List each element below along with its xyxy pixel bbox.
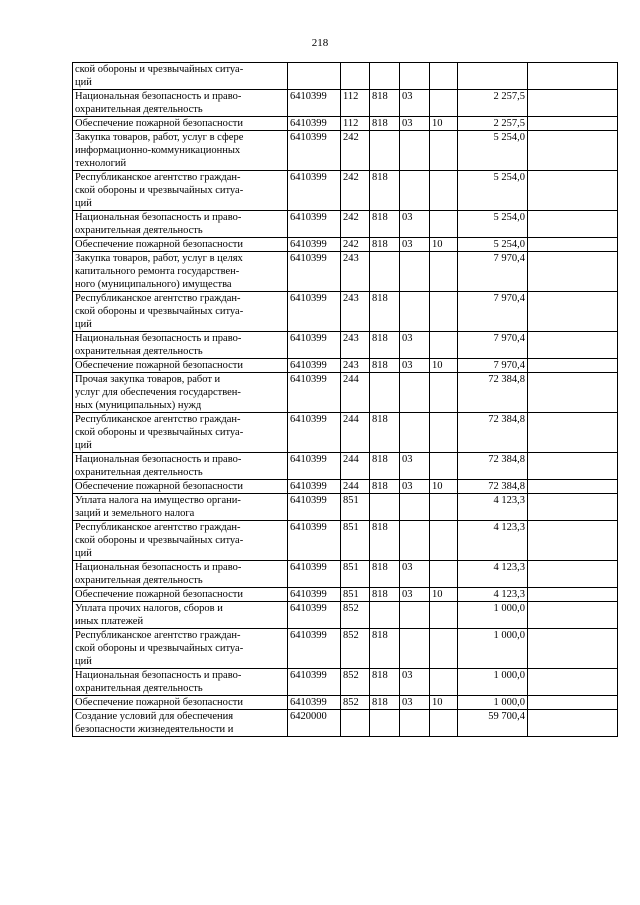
amount-cell: 72 384,8	[458, 480, 528, 494]
amount-cell: 72 384,8	[458, 453, 528, 480]
table-row	[73, 238, 618, 252]
extra-amount-cell	[528, 359, 618, 373]
section-cell	[400, 171, 430, 211]
agency-code-cell: 818	[370, 696, 400, 710]
section-cell: 03	[400, 238, 430, 252]
row-name-cell: Обеспечение пожарной безопасности	[73, 480, 288, 494]
expense-type-cell: 244	[341, 480, 370, 494]
csr-code-cell	[288, 63, 341, 90]
subsection-cell	[430, 292, 458, 332]
csr-code-cell: 6410399	[288, 413, 341, 453]
extra-amount-cell	[528, 453, 618, 480]
csr-code-cell: 6410399	[288, 696, 341, 710]
expense-type-cell: 242	[341, 131, 370, 171]
expense-type-cell: 851	[341, 588, 370, 602]
expense-type-cell: 242	[341, 171, 370, 211]
agency-code-cell: 818	[370, 521, 400, 561]
expense-type-cell: 242	[341, 211, 370, 238]
expense-type-cell: 244	[341, 453, 370, 480]
table-row	[73, 480, 618, 494]
table-row	[73, 171, 618, 211]
row-name-cell: ской обороны и чрезвычайных ситуа- ций	[73, 63, 288, 90]
extra-amount-cell	[528, 413, 618, 453]
subsection-cell	[430, 90, 458, 117]
agency-code-cell	[370, 710, 400, 737]
extra-amount-cell	[528, 90, 618, 117]
expense-type-cell: 851	[341, 561, 370, 588]
agency-code-cell	[370, 373, 400, 413]
extra-amount-cell	[528, 494, 618, 521]
amount-cell: 7 970,4	[458, 252, 528, 292]
expense-type-cell: 243	[341, 332, 370, 359]
csr-code-cell: 6410399	[288, 588, 341, 602]
section-cell	[400, 252, 430, 292]
csr-code-cell: 6410399	[288, 359, 341, 373]
table-row	[73, 669, 618, 696]
csr-code-cell: 6410399	[288, 669, 341, 696]
subsection-cell	[430, 252, 458, 292]
expense-type-cell: 242	[341, 238, 370, 252]
amount-cell: 72 384,8	[458, 373, 528, 413]
table-row	[73, 252, 618, 292]
amount-cell: 4 123,3	[458, 588, 528, 602]
agency-code-cell: 818	[370, 561, 400, 588]
csr-code-cell: 6410399	[288, 292, 341, 332]
row-name-cell: Республиканское агентство граждан- ской обороны и чрезвычайных ситуа- ций	[73, 521, 288, 561]
section-cell	[400, 373, 430, 413]
row-name-cell: Закупка товаров, работ, услуг в сфере информационно-коммуникационных технологий	[73, 131, 288, 171]
agency-code-cell: 818	[370, 480, 400, 494]
agency-code-cell	[370, 494, 400, 521]
expense-type-cell: 244	[341, 373, 370, 413]
subsection-cell: 10	[430, 238, 458, 252]
subsection-cell	[430, 669, 458, 696]
table-row	[73, 629, 618, 669]
extra-amount-cell	[528, 669, 618, 696]
subsection-cell: 10	[430, 588, 458, 602]
extra-amount-cell	[528, 588, 618, 602]
subsection-cell	[430, 373, 458, 413]
section-cell: 03	[400, 211, 430, 238]
section-cell: 03	[400, 669, 430, 696]
expense-type-cell: 852	[341, 669, 370, 696]
agency-code-cell	[370, 131, 400, 171]
row-name-cell: Республиканское агентство граждан- ской обороны и чрезвычайных ситуа- ций	[73, 413, 288, 453]
amount-cell: 1 000,0	[458, 696, 528, 710]
expense-type-cell	[341, 710, 370, 737]
csr-code-cell: 6410399	[288, 453, 341, 480]
amount-cell: 4 123,3	[458, 561, 528, 588]
extra-amount-cell	[528, 602, 618, 629]
subsection-cell	[430, 211, 458, 238]
table-row	[73, 710, 618, 737]
section-cell: 03	[400, 90, 430, 117]
extra-amount-cell	[528, 521, 618, 561]
subsection-cell	[430, 63, 458, 90]
extra-amount-cell	[528, 710, 618, 737]
agency-code-cell: 818	[370, 359, 400, 373]
agency-code-cell: 818	[370, 588, 400, 602]
table-row	[73, 413, 618, 453]
section-cell: 03	[400, 588, 430, 602]
row-name-cell: Республиканское агентство граждан- ской обороны и чрезвычайных ситуа- ций	[73, 629, 288, 669]
table-row	[73, 453, 618, 480]
csr-code-cell: 6410399	[288, 131, 341, 171]
subsection-cell	[430, 494, 458, 521]
agency-code-cell: 818	[370, 332, 400, 359]
expense-type-cell	[341, 63, 370, 90]
expense-type-cell: 112	[341, 90, 370, 117]
row-name-cell: Обеспечение пожарной безопасности	[73, 238, 288, 252]
agency-code-cell: 818	[370, 292, 400, 332]
section-cell	[400, 521, 430, 561]
extra-amount-cell	[528, 696, 618, 710]
extra-amount-cell	[528, 117, 618, 131]
expense-type-cell: 243	[341, 292, 370, 332]
amount-cell: 1 000,0	[458, 629, 528, 669]
amount-cell: 7 970,4	[458, 332, 528, 359]
table-row	[73, 373, 618, 413]
agency-code-cell	[370, 252, 400, 292]
agency-code-cell: 818	[370, 238, 400, 252]
expense-type-cell: 112	[341, 117, 370, 131]
amount-cell: 7 970,4	[458, 359, 528, 373]
amount-cell: 2 257,5	[458, 90, 528, 117]
table-row	[73, 131, 618, 171]
table-row	[73, 561, 618, 588]
subsection-cell: 10	[430, 696, 458, 710]
agency-code-cell: 818	[370, 413, 400, 453]
amount-cell: 2 257,5	[458, 117, 528, 131]
agency-code-cell: 818	[370, 669, 400, 696]
expense-type-cell: 243	[341, 252, 370, 292]
subsection-cell	[430, 131, 458, 171]
row-name-cell: Национальная безопасность и право- охранительная деятельность	[73, 211, 288, 238]
agency-code-cell	[370, 602, 400, 629]
section-cell	[400, 494, 430, 521]
extra-amount-cell	[528, 63, 618, 90]
csr-code-cell: 6410399	[288, 602, 341, 629]
subsection-cell	[430, 521, 458, 561]
row-name-cell: Обеспечение пожарной безопасности	[73, 696, 288, 710]
subsection-cell	[430, 332, 458, 359]
extra-amount-cell	[528, 332, 618, 359]
table-row	[73, 117, 618, 131]
csr-code-cell: 6410399	[288, 238, 341, 252]
amount-cell: 4 123,3	[458, 494, 528, 521]
section-cell	[400, 413, 430, 453]
section-cell: 03	[400, 453, 430, 480]
subsection-cell: 10	[430, 117, 458, 131]
table-row	[73, 63, 618, 90]
csr-code-cell: 6410399	[288, 90, 341, 117]
row-name-cell: Республиканское агентство граждан- ской обороны и чрезвычайных ситуа- ций	[73, 292, 288, 332]
amount-cell: 72 384,8	[458, 413, 528, 453]
amount-cell: 5 254,0	[458, 238, 528, 252]
section-cell	[400, 602, 430, 629]
subsection-cell	[430, 629, 458, 669]
agency-code-cell: 818	[370, 629, 400, 669]
extra-amount-cell	[528, 171, 618, 211]
row-name-cell: Закупка товаров, работ, услуг в целях капитального ремонта государствен- ного (муниципального) имущества	[73, 252, 288, 292]
amount-cell	[458, 63, 528, 90]
agency-code-cell	[370, 63, 400, 90]
csr-code-cell: 6410399	[288, 494, 341, 521]
section-cell: 03	[400, 332, 430, 359]
agency-code-cell: 818	[370, 211, 400, 238]
expense-type-cell: 852	[341, 696, 370, 710]
row-name-cell: Уплата налога на имущество органи- заций и земельного налога	[73, 494, 288, 521]
section-cell	[400, 629, 430, 669]
amount-cell: 5 254,0	[458, 171, 528, 211]
row-name-cell: Национальная безопасность и право- охранительная деятельность	[73, 332, 288, 359]
table-row	[73, 521, 618, 561]
row-name-cell: Обеспечение пожарной безопасности	[73, 359, 288, 373]
csr-code-cell: 6410399	[288, 211, 341, 238]
table-row	[73, 494, 618, 521]
subsection-cell: 10	[430, 480, 458, 494]
expense-type-cell: 852	[341, 629, 370, 669]
section-cell	[400, 292, 430, 332]
table-row	[73, 359, 618, 373]
row-name-cell: Обеспечение пожарной безопасности	[73, 588, 288, 602]
row-name-cell: Национальная безопасность и право- охранительная деятельность	[73, 561, 288, 588]
extra-amount-cell	[528, 480, 618, 494]
expense-type-cell: 244	[341, 413, 370, 453]
subsection-cell	[430, 171, 458, 211]
csr-code-cell: 6410399	[288, 480, 341, 494]
extra-amount-cell	[528, 131, 618, 171]
subsection-cell	[430, 602, 458, 629]
subsection-cell	[430, 710, 458, 737]
csr-code-cell: 6410399	[288, 171, 341, 211]
section-cell: 03	[400, 359, 430, 373]
expense-type-cell: 851	[341, 521, 370, 561]
row-name-cell: Национальная безопасность и право- охранительная деятельность	[73, 90, 288, 117]
row-name-cell: Обеспечение пожарной безопасности	[73, 117, 288, 131]
subsection-cell	[430, 413, 458, 453]
extra-amount-cell	[528, 238, 618, 252]
section-cell	[400, 63, 430, 90]
row-name-cell: Национальная безопасность и право- охранительная деятельность	[73, 453, 288, 480]
csr-code-cell: 6410399	[288, 252, 341, 292]
table-row	[73, 90, 618, 117]
extra-amount-cell	[528, 292, 618, 332]
page-number: 218	[311, 37, 329, 49]
amount-cell: 4 123,3	[458, 521, 528, 561]
extra-amount-cell	[528, 252, 618, 292]
section-cell: 03	[400, 480, 430, 494]
section-cell: 03	[400, 561, 430, 588]
expense-type-cell: 851	[341, 494, 370, 521]
csr-code-cell: 6410399	[288, 561, 341, 588]
agency-code-cell: 818	[370, 171, 400, 211]
section-cell	[400, 131, 430, 171]
subsection-cell: 10	[430, 359, 458, 373]
row-name-cell: Республиканское агентство граждан- ской обороны и чрезвычайных ситуа- ций	[73, 171, 288, 211]
extra-amount-cell	[528, 373, 618, 413]
amount-cell: 7 970,4	[458, 292, 528, 332]
row-name-cell: Национальная безопасность и право- охранительная деятельность	[73, 669, 288, 696]
budget-table	[72, 62, 618, 737]
section-cell: 03	[400, 696, 430, 710]
csr-code-cell: 6410399	[288, 629, 341, 669]
subsection-cell	[430, 561, 458, 588]
csr-code-cell: 6410399	[288, 521, 341, 561]
table-row	[73, 696, 618, 710]
row-name-cell: Прочая закупка товаров, работ и услуг для обеспечения государствен- ных (муниципальных) нужд	[73, 373, 288, 413]
csr-code-cell: 6410399	[288, 373, 341, 413]
amount-cell: 5 254,0	[458, 131, 528, 171]
csr-code-cell: 6410399	[288, 332, 341, 359]
amount-cell: 59 700,4	[458, 710, 528, 737]
agency-code-cell: 818	[370, 117, 400, 131]
table-row	[73, 588, 618, 602]
table-row	[73, 332, 618, 359]
section-cell: 03	[400, 117, 430, 131]
amount-cell: 1 000,0	[458, 602, 528, 629]
row-name-cell: Создание условий для обеспечения безопасности жизнедеятельности и	[73, 710, 288, 737]
extra-amount-cell	[528, 629, 618, 669]
extra-amount-cell	[528, 561, 618, 588]
table-row	[73, 211, 618, 238]
csr-code-cell: 6410399	[288, 117, 341, 131]
row-name-cell: Уплата прочих налогов, сборов и иных платежей	[73, 602, 288, 629]
budget-table-body	[73, 63, 618, 737]
agency-code-cell: 818	[370, 90, 400, 117]
amount-cell: 5 254,0	[458, 211, 528, 238]
section-cell	[400, 710, 430, 737]
expense-type-cell: 243	[341, 359, 370, 373]
subsection-cell	[430, 453, 458, 480]
agency-code-cell: 818	[370, 453, 400, 480]
table-row	[73, 602, 618, 629]
csr-code-cell: 6420000	[288, 710, 341, 737]
extra-amount-cell	[528, 211, 618, 238]
expense-type-cell: 852	[341, 602, 370, 629]
table-row	[73, 292, 618, 332]
amount-cell: 1 000,0	[458, 669, 528, 696]
